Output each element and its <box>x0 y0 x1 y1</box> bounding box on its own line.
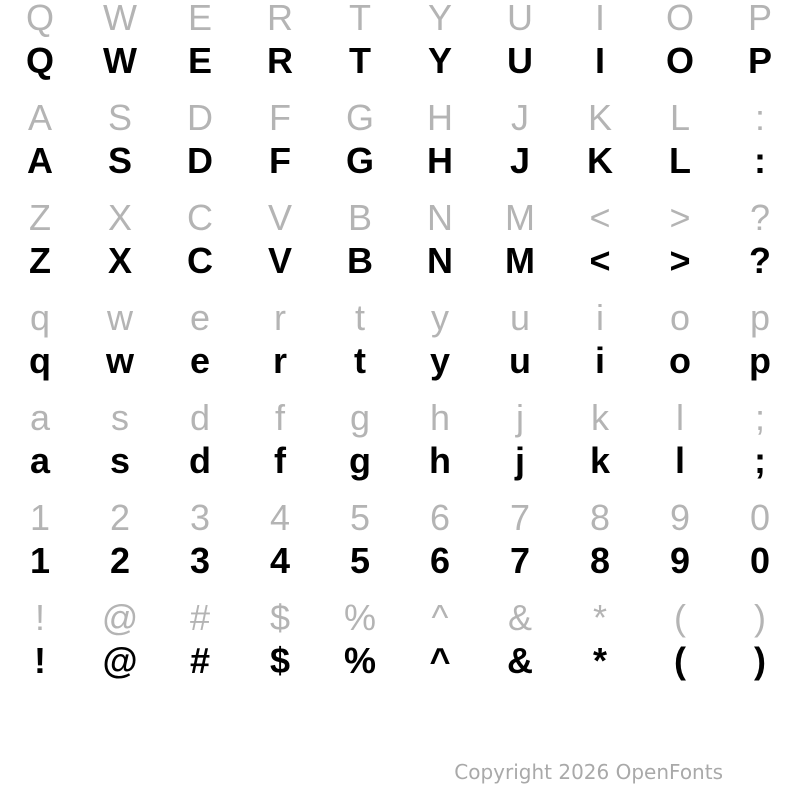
glyph-cell-muted: A <box>27 97 52 138</box>
glyph-cell-muted: O <box>665 0 694 38</box>
glyph-cell-muted: 6 <box>429 497 451 538</box>
glyph-cell-ink: q <box>29 340 51 381</box>
glyph-cell-muted: V <box>267 197 292 238</box>
glyph-cell-muted: w <box>107 297 133 338</box>
glyph-cell-ink: 5 <box>349 540 371 581</box>
glyph-cell-ink: I <box>594 40 605 81</box>
glyph-cell-muted: u <box>509 297 531 338</box>
glyph-row-group <box>0 97 800 200</box>
glyph-cell-ink: 8 <box>589 540 611 581</box>
glyph-cell-muted: ) <box>754 597 766 638</box>
glyph-cell-ink: T <box>349 40 371 81</box>
glyph-cell-muted: q <box>29 297 51 338</box>
glyph-cell-ink: y <box>429 340 451 381</box>
glyph-cell-muted: k <box>591 397 609 438</box>
glyph-cell-muted: 1 <box>29 497 51 538</box>
glyph-cell-muted: o <box>669 297 691 338</box>
glyph-cell-muted: @ <box>101 597 139 638</box>
glyph-cell-ink: # <box>189 640 211 681</box>
glyph-cell-ink: g <box>349 440 371 481</box>
glyph-cell-ink: r <box>272 340 287 381</box>
glyph-cell-muted: ? <box>749 197 771 238</box>
glyph-cell-ink: 7 <box>509 540 531 581</box>
glyph-cell-muted: r <box>274 297 286 338</box>
glyph-cell-muted: ^ <box>431 597 449 638</box>
glyph-cell-ink: Y <box>427 40 452 81</box>
glyph-cell-muted: > <box>669 197 691 238</box>
glyph-cell-ink: : <box>754 140 766 181</box>
glyph-cell-ink: % <box>343 640 376 681</box>
glyph-cell-muted: ( <box>674 597 686 638</box>
glyph-cell-muted: J <box>511 97 529 138</box>
glyph-cell-ink: 2 <box>109 540 131 581</box>
glyph-cell-muted: * <box>592 597 607 638</box>
glyph-cell-ink: F <box>269 140 291 181</box>
glyph-cell-ink: X <box>107 240 132 281</box>
glyph-cell-ink: 4 <box>269 540 291 581</box>
ink-glyph-row <box>0 240 800 300</box>
glyph-cell-muted: W <box>103 0 137 38</box>
glyph-cell-ink: & <box>507 640 533 681</box>
glyph-row-group <box>0 297 800 400</box>
glyph-cell-muted: i <box>596 297 604 338</box>
glyph-cell-muted: # <box>189 597 211 638</box>
glyph-cell-ink: H <box>427 140 453 181</box>
glyph-cell-ink: Z <box>29 240 51 281</box>
glyph-cell-muted: t <box>354 297 365 338</box>
glyph-cell-ink: $ <box>269 640 291 681</box>
glyph-row-group <box>0 397 800 500</box>
glyph-cell-muted: S <box>107 97 132 138</box>
glyph-cell-ink: ? <box>749 240 771 281</box>
glyph-cell-ink: e <box>189 340 211 381</box>
ink-glyph-row <box>0 340 800 400</box>
glyph-cell-muted: h <box>429 397 451 438</box>
glyph-cell-muted: B <box>347 197 372 238</box>
glyph-cell-muted: & <box>507 597 532 638</box>
glyph-cell-ink: i <box>594 340 605 381</box>
glyph-cell-ink: A <box>27 140 53 181</box>
glyph-cell-muted: 5 <box>349 497 371 538</box>
glyph-cell-muted: C <box>187 197 213 238</box>
glyph-cell-ink: < <box>589 240 611 281</box>
glyph-cell-muted: U <box>507 0 533 38</box>
glyph-cell-ink: w <box>105 340 134 381</box>
glyph-cell-muted: d <box>189 397 211 438</box>
glyph-cell-ink: l <box>674 440 685 481</box>
glyph-cell-muted: % <box>343 597 376 638</box>
glyph-cell-ink: u <box>509 340 531 381</box>
glyph-cell-ink: B <box>347 240 373 281</box>
glyph-cell-muted: a <box>29 397 51 438</box>
glyph-cell-ink: J <box>509 140 531 181</box>
glyph-cell-ink: R <box>267 40 293 81</box>
glyph-cell-ink: L <box>669 140 691 181</box>
glyph-cell-ink: ) <box>754 640 766 681</box>
glyph-cell-muted: M <box>505 197 535 238</box>
glyph-cell-ink: ^ <box>429 640 451 681</box>
glyph-cell-ink: o <box>669 340 691 381</box>
glyph-cell-ink: C <box>187 240 213 281</box>
glyph-cell-muted: 3 <box>189 497 211 538</box>
glyph-cell-ink: G <box>345 140 374 181</box>
muted-glyph-row <box>0 97 800 143</box>
glyph-cell-muted: 2 <box>109 497 131 538</box>
ink-glyph-row <box>0 440 800 500</box>
glyph-cell-muted: : <box>754 97 765 138</box>
glyph-cell-muted: f <box>274 397 285 438</box>
glyph-cell-ink: K <box>587 140 613 181</box>
glyph-cell-ink: E <box>187 40 212 81</box>
glyph-cell-ink: 9 <box>669 540 691 581</box>
glyph-cell-ink: M <box>505 240 535 281</box>
glyph-cell-muted: P <box>747 0 772 38</box>
muted-glyph-row <box>0 297 800 343</box>
glyph-cell-ink: ; <box>754 440 766 481</box>
glyph-cell-muted: H <box>427 97 453 138</box>
glyph-cell-ink: * <box>592 640 607 681</box>
glyph-cell-muted: y <box>431 297 449 338</box>
glyph-row-group <box>0 197 800 300</box>
glyph-cell-muted: g <box>349 397 371 438</box>
glyph-cell-ink: > <box>669 240 691 281</box>
glyph-cell-ink: W <box>103 40 137 81</box>
glyph-cell-ink: s <box>109 440 131 481</box>
glyph-cell-muted: K <box>587 97 612 138</box>
ink-glyph-row <box>0 540 800 600</box>
copyright-text: Copyright 2026 OpenFonts <box>454 760 723 784</box>
glyph-cell-ink: N <box>427 240 453 281</box>
glyph-cell-ink: j <box>514 440 525 481</box>
glyph-row-group <box>0 597 800 700</box>
glyph-cell-muted: $ <box>269 597 291 638</box>
glyph-cell-ink: 1 <box>29 540 51 581</box>
glyph-cell-ink: f <box>274 440 286 481</box>
ink-glyph-row <box>0 40 800 100</box>
muted-glyph-row <box>0 0 800 43</box>
ink-glyph-row <box>0 140 800 200</box>
glyph-cell-muted: e <box>189 297 211 338</box>
muted-glyph-row <box>0 597 800 643</box>
glyph-cell-ink: 0 <box>749 540 771 581</box>
glyph-cell-muted: l <box>676 397 684 438</box>
glyph-cell-muted: T <box>349 0 371 38</box>
glyph-cell-muted: Q <box>25 0 54 38</box>
glyph-cell-muted: 0 <box>749 497 771 538</box>
glyph-cell-ink: D <box>187 140 213 181</box>
glyph-cell-muted: I <box>594 0 605 38</box>
glyph-cell-ink: 3 <box>189 540 211 581</box>
glyph-cell-muted: < <box>589 197 611 238</box>
muted-glyph-row <box>0 397 800 443</box>
glyph-cell-ink: O <box>665 40 694 81</box>
glyph-cell-muted: X <box>107 197 132 238</box>
glyph-cell-muted: Z <box>29 197 51 238</box>
glyph-cell-ink: V <box>267 240 292 281</box>
glyph-cell-muted: ; <box>754 397 765 438</box>
glyph-cell-ink: U <box>507 40 533 81</box>
glyph-cell-muted: 8 <box>589 497 611 538</box>
glyph-cell-muted: 4 <box>269 497 291 538</box>
copyright-watermark <box>454 762 723 782</box>
glyph-cell-muted: 9 <box>669 497 691 538</box>
glyph-cell-muted: L <box>669 97 691 138</box>
glyph-cell-ink: p <box>749 340 771 381</box>
glyph-cell-ink: k <box>589 440 611 481</box>
glyph-cell-muted: G <box>345 97 374 138</box>
glyph-cell-muted: ! <box>34 597 45 638</box>
glyph-cell-ink: a <box>29 440 51 481</box>
glyph-cell-muted: j <box>516 397 524 438</box>
glyph-row-group <box>0 0 800 100</box>
glyph-cell-muted: E <box>187 0 212 38</box>
glyph-cell-ink: t <box>354 340 366 381</box>
glyph-cell-muted: D <box>187 97 213 138</box>
glyph-cell-ink: 6 <box>429 540 451 581</box>
glyph-cell-ink: ( <box>674 640 686 681</box>
muted-glyph-row <box>0 497 800 543</box>
muted-glyph-row <box>0 197 800 243</box>
glyph-cell-ink: S <box>107 140 132 181</box>
glyph-cell-ink: P <box>747 40 772 81</box>
glyph-cell-ink: @ <box>102 640 138 681</box>
glyph-cell-muted: p <box>749 297 771 338</box>
glyph-cell-ink: Q <box>25 40 54 81</box>
glyph-cell-ink: ! <box>34 640 46 681</box>
glyph-cell-muted: F <box>269 97 291 138</box>
glyph-cell-ink: d <box>189 440 211 481</box>
ink-glyph-row <box>0 640 800 700</box>
glyph-row-group <box>0 497 800 600</box>
glyph-cell-muted: N <box>427 197 453 238</box>
glyph-cell-muted: Y <box>427 0 452 38</box>
glyph-cell-muted: s <box>111 397 129 438</box>
glyph-cell-ink: h <box>429 440 451 481</box>
glyph-cell-muted: R <box>267 0 293 38</box>
glyph-cell-muted: 7 <box>509 497 531 538</box>
